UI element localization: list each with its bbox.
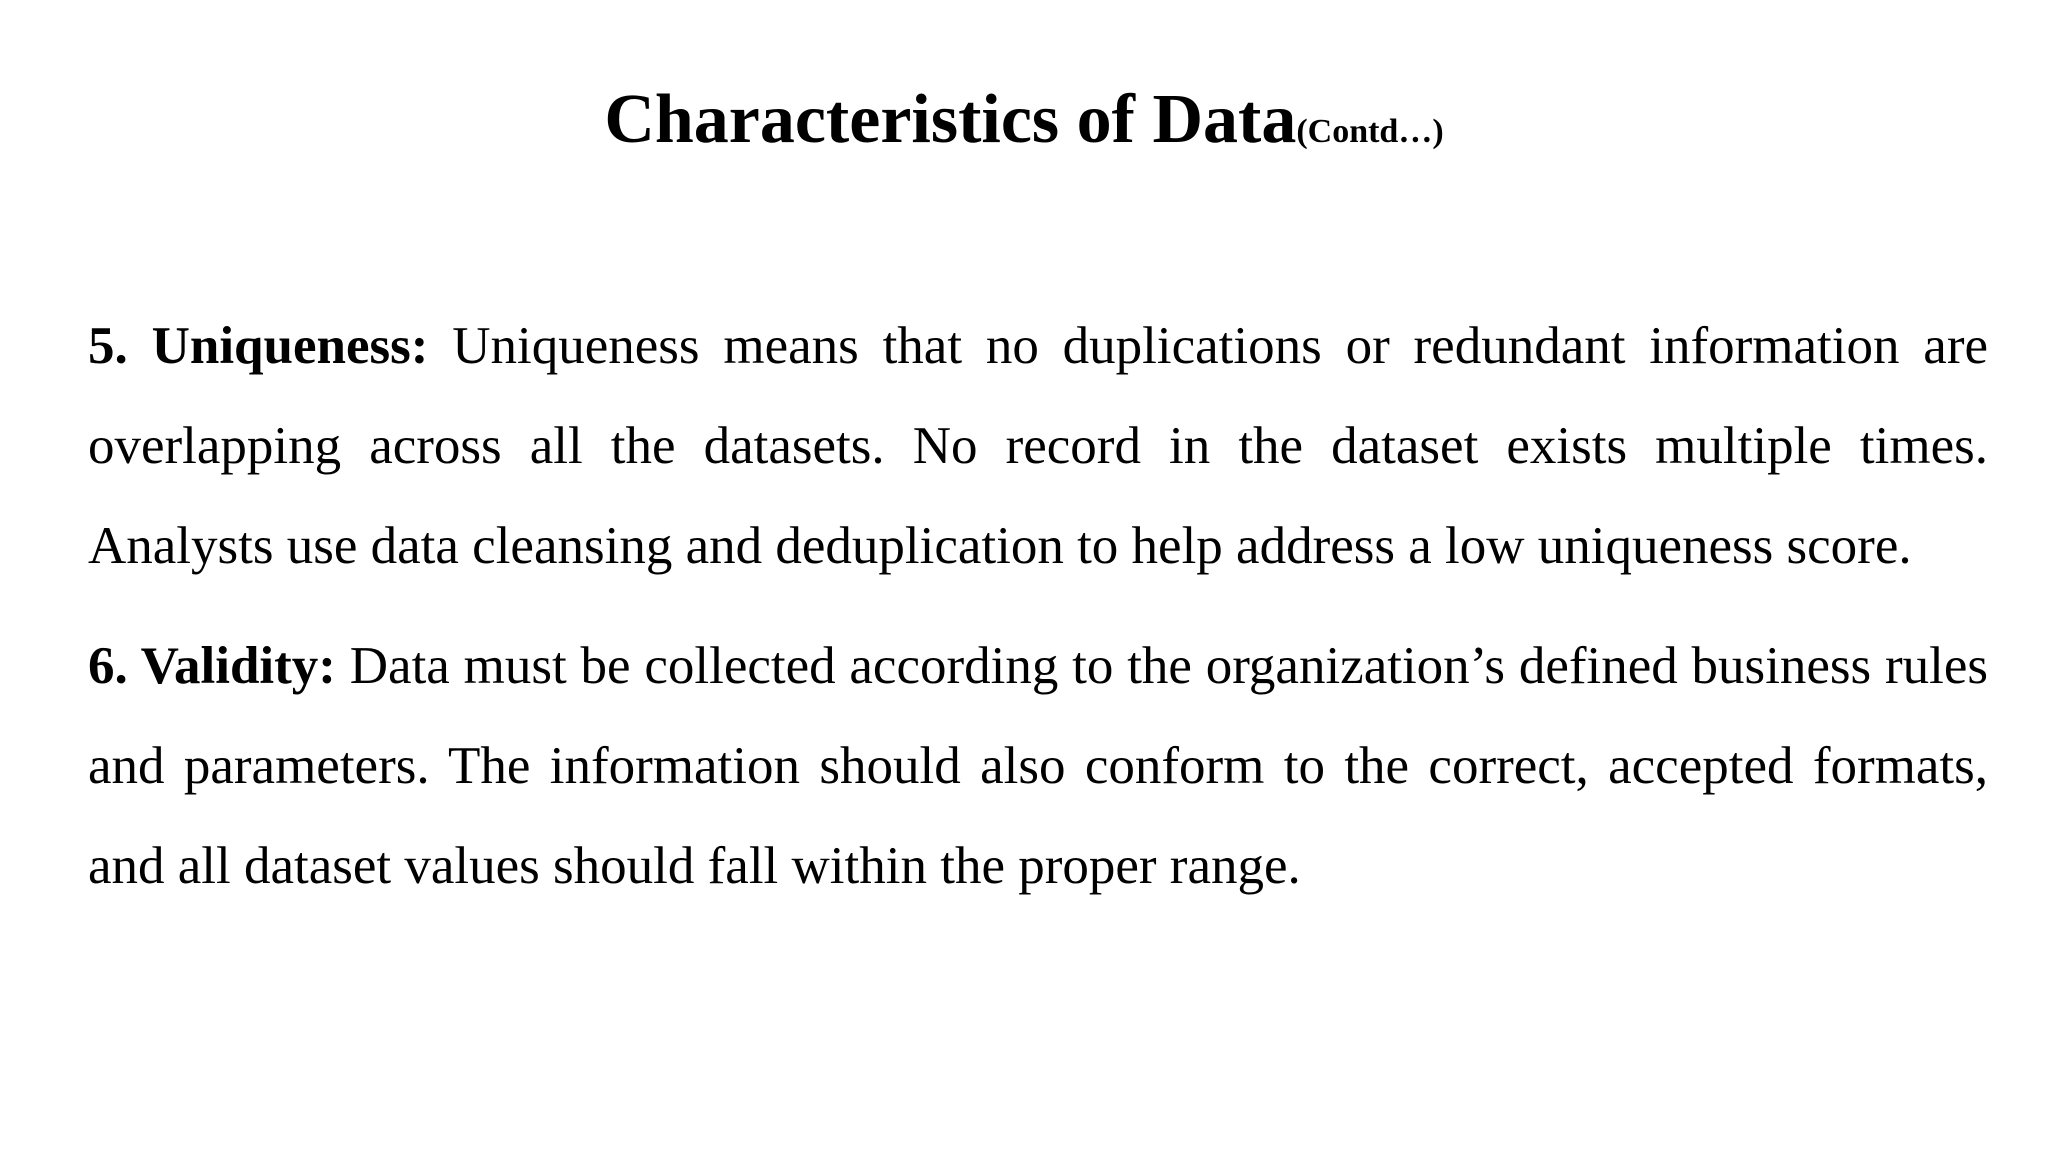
slide-title-suffix: (Contd…) <box>1296 113 1444 150</box>
slide-title-main: Characteristics of Data <box>604 81 1297 158</box>
point-validity <box>88 616 1988 916</box>
point-text: Uniqueness means that no duplications or redundant information are overlapping across all the datasets. No record in the dataset exists multiple times. Analysts use data cleansing and deduplication to help address a low uniqueness score. <box>88 317 1988 575</box>
point-uniqueness <box>88 296 1988 596</box>
point-term: 6. Validity: <box>88 637 336 695</box>
slide-body <box>88 296 1988 916</box>
slide-title <box>0 78 2048 174</box>
point-term: 5. Uniqueness: <box>88 317 429 375</box>
point-text: Data must be collected according to the organization’s defined business rules and parameters. The information should also conform to the correct, accepted formats, and all dataset values should fall within the proper range. <box>88 637 1989 895</box>
